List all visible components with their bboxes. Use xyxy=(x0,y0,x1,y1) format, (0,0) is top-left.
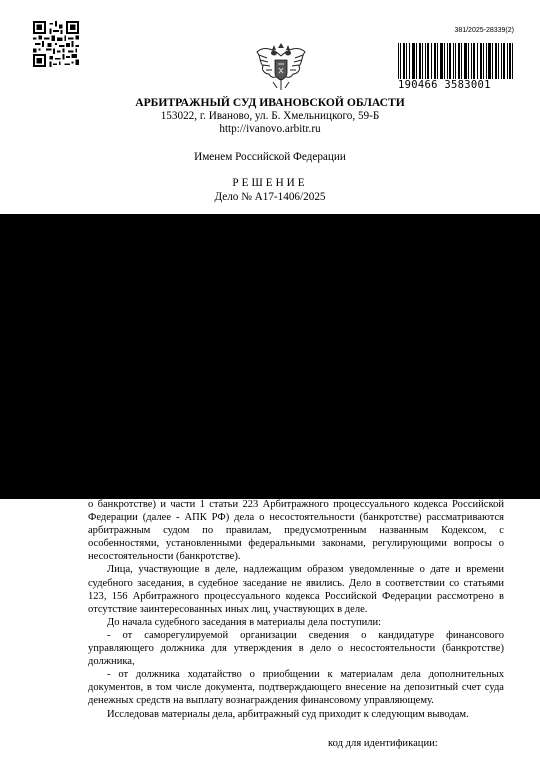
decision-body xyxy=(88,498,504,721)
body-paragraph: о банкротстве) и части 1 статьи 223 Арбитражного процессуального кодекса Российской Федерации (далее - АПК РФ) дела о несостоятельности (банкротстве) рассматриваются арбитражным судом по правилам, предусмотренным названным Кодексом, с особенностями, установленными федеральными законами, регулирующими вопросы о несостоятельности (банкротстве). xyxy=(88,499,504,563)
barcode-digits: 190466 3583001 xyxy=(398,79,491,91)
coat-of-arms-emblem xyxy=(255,42,307,92)
body-paragraph: - от должника ходатайство о приобщении к материалам дела дополнительных документов, в том числе документа, подтверждающего внесение на депозитный счет суда денежных средств на выплату вознаграждения финансовому управляющему. xyxy=(88,669,504,707)
court-name: АРБИТРАЖНЫЙ СУД ИВАНОВСКОЙ ОБЛАСТИ xyxy=(135,96,405,109)
court-website: http://ivanovo.arbitr.ru xyxy=(219,123,321,135)
case-number: Дело № А17-1406/2025 xyxy=(214,191,326,203)
body-paragraph: Лица, участвующие в деле, надлежащим образом уведомленные о дате и времени судебного заседания, в судебное заседание не явились. Дело в соответствии со статьями 123, 156 Арбитражного процессуального кодекса Российской Федерации рассмотрено в отсутствие заинтересованных иных лиц, участвующих в деле. xyxy=(88,564,504,615)
identification-code-label: код для идентификации: xyxy=(328,738,438,749)
court-address: 153022, г. Иваново, ул. Б. Хмельницкого, 59-Б xyxy=(160,110,380,122)
body-paragraph: До начала судебного заседания в материалы дела поступили: xyxy=(107,616,382,628)
in-the-name-line: Именем Российской Федерации xyxy=(194,151,346,163)
barcode xyxy=(398,43,514,79)
decision-title: РЕШЕНИЕ xyxy=(232,177,308,189)
document-number: 381/2025-28339(2) xyxy=(454,27,514,34)
body-paragraph: - от саморегулируемой организации сведения о кандидатуре финансового управляющего должника для утверждения в дело о несостоятельности (банкротстве) должника, xyxy=(88,629,504,668)
body-paragraph: Исследовав материалы дела, арбитражный суд приходит к следующим выводам. xyxy=(107,708,469,720)
qr-code xyxy=(33,21,79,67)
redacted-block xyxy=(0,214,540,499)
